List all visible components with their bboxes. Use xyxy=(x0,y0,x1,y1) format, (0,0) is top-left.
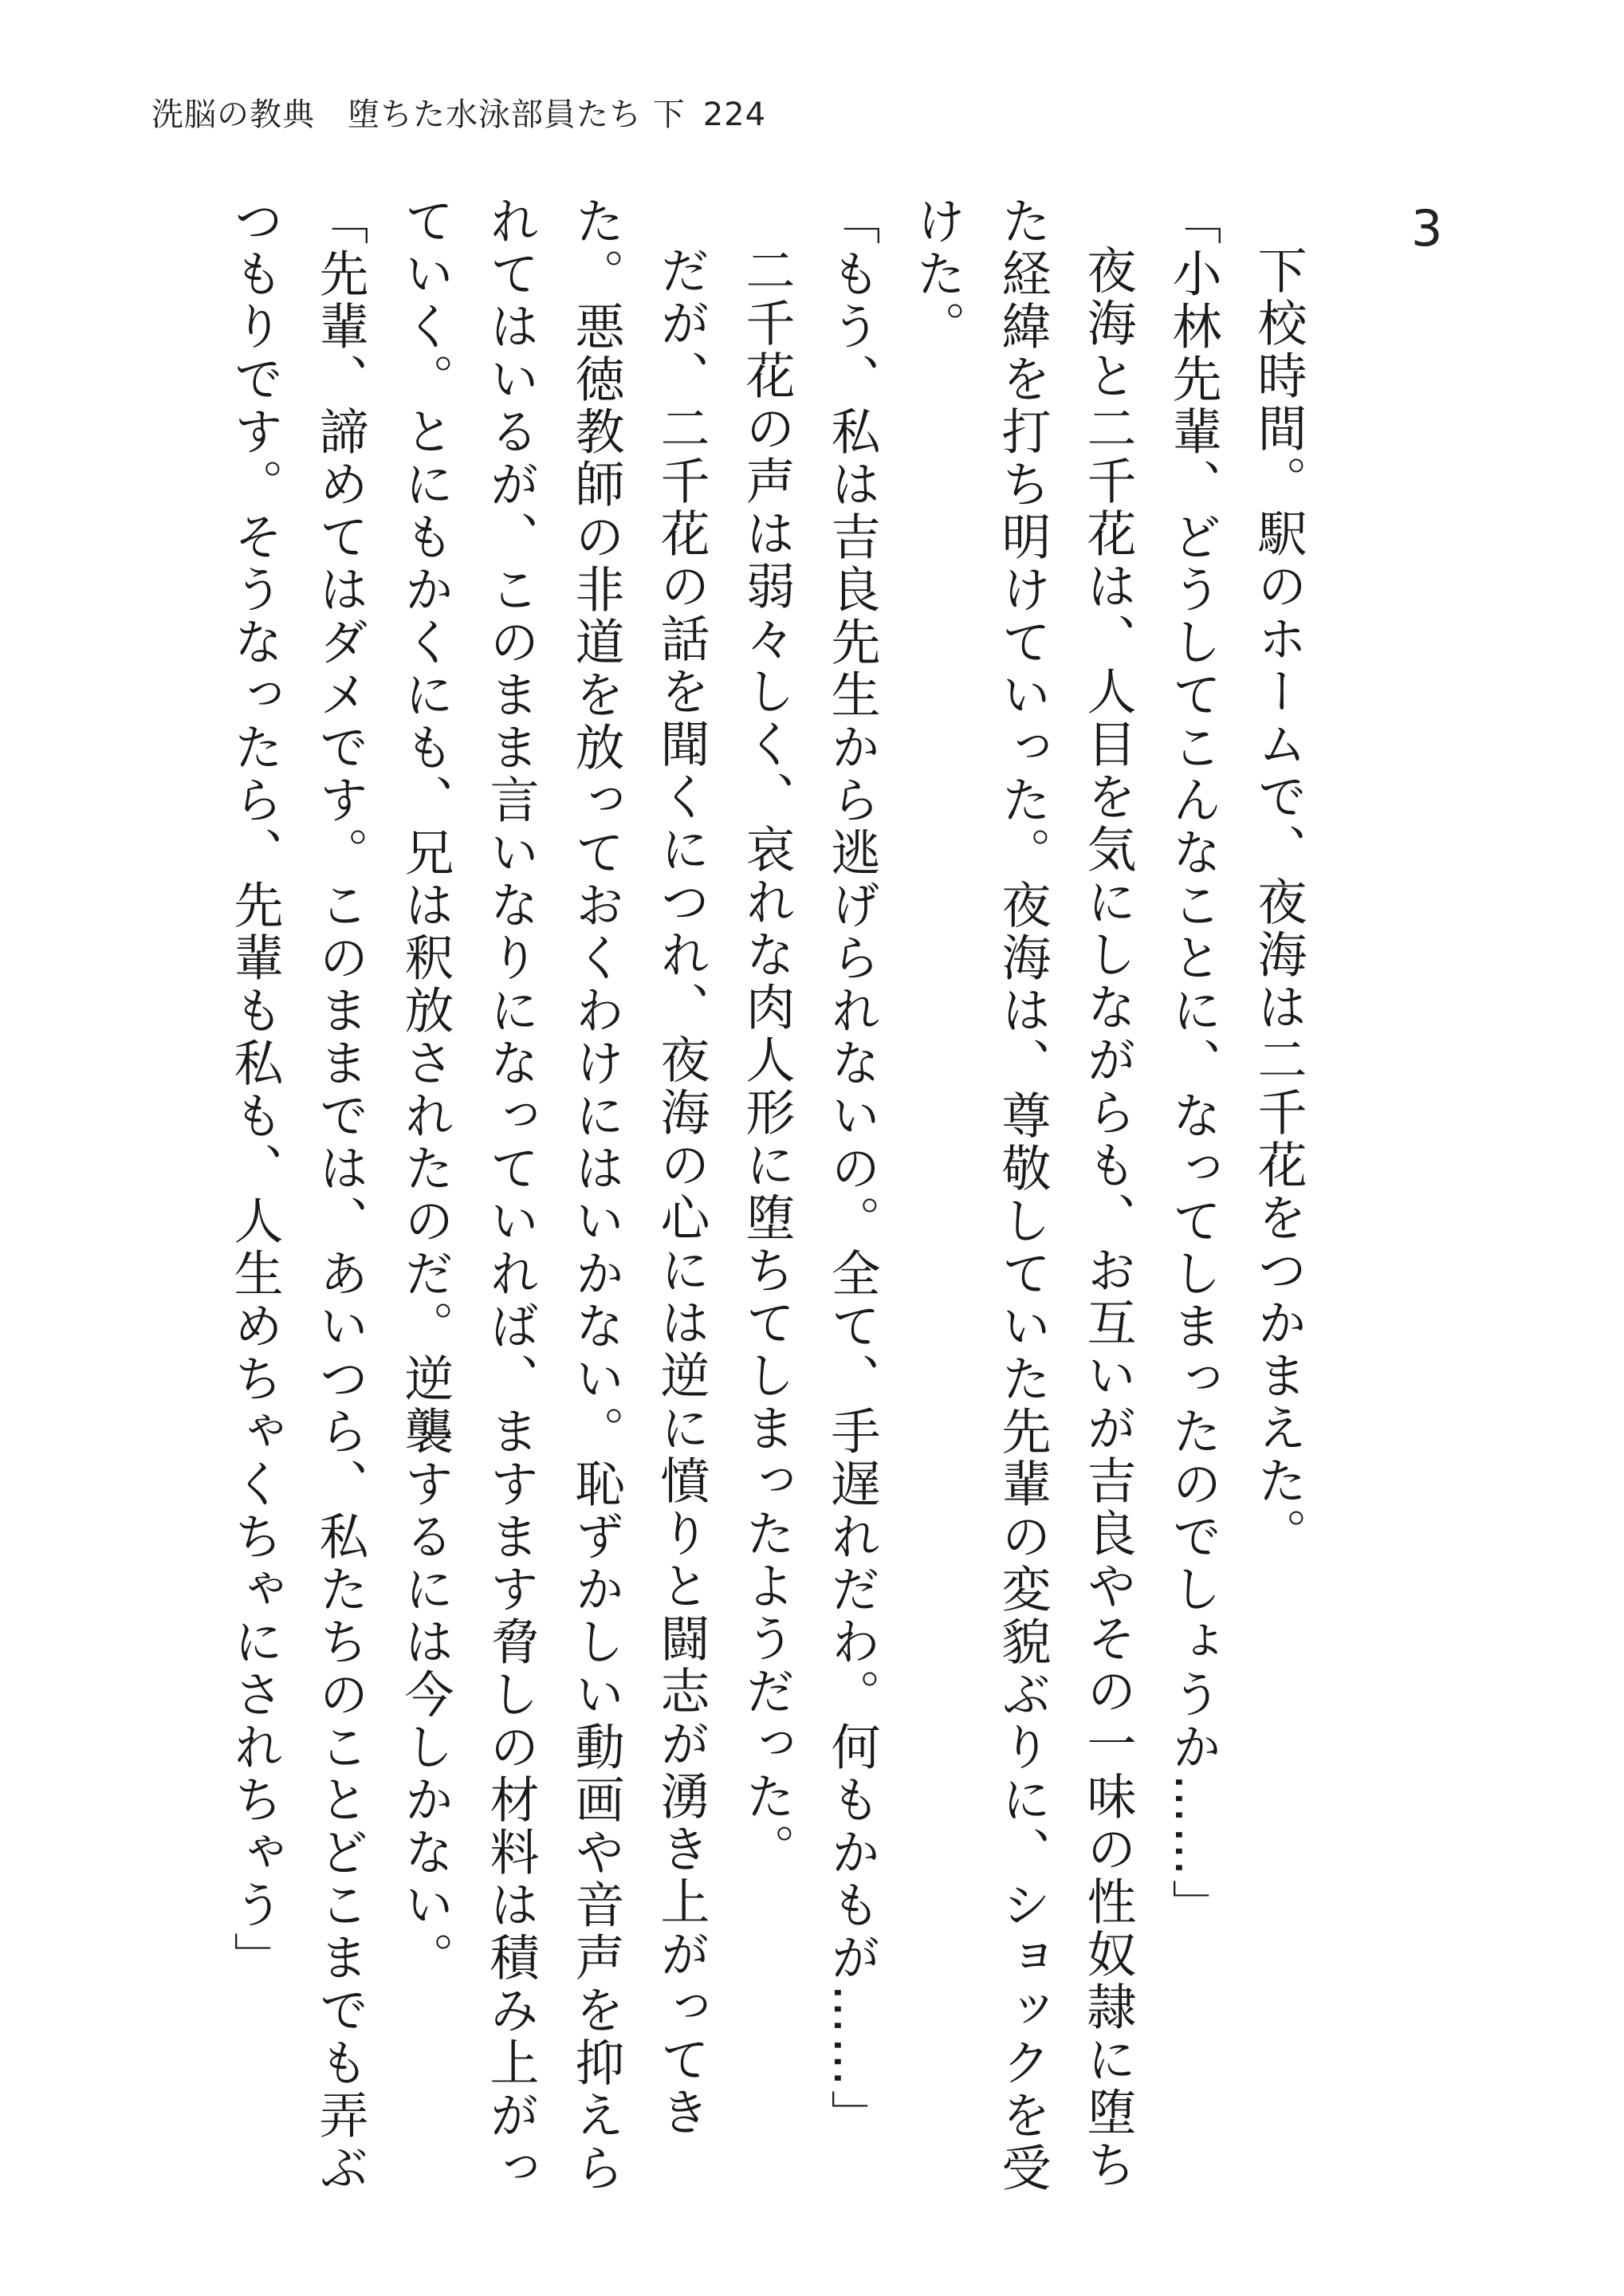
paragraph: 夜海と二千花は、人目を気にしながらも、お互いが吉良やその一味の性奴隷に堕ちた経緯を打ち明けていった。夜海は、尊敬していた先輩の変貌ぶりに、ショックを受けた。 xyxy=(908,195,1137,2195)
dialogue-paragraph: 「先輩、諦めてはダメです。このままでは、あいつら、私たちのことどこまでも弄ぶつもりです。そうなったら、先輩も私も、人生めちゃくちゃにされちゃう」 xyxy=(226,195,369,2195)
running-header xyxy=(151,89,766,135)
paragraph: 下校時間。駅のホームで、夜海は二千花をつかまえた。 xyxy=(1249,245,1307,1560)
dialogue-paragraph: 「もう、私は吉良先生から逃げられないの。全て、手遅れだわ。何もかもが……」 xyxy=(823,195,881,2142)
dialogue-paragraph: 「小林先輩、どうしてこんなことに、なってしまったのでしょうか……」 xyxy=(1164,195,1222,1932)
page-number: 224 xyxy=(702,96,767,133)
paragraph: 二千花の声は弱々しく、哀れな肉人形に堕ちてしまったようだった。 xyxy=(737,245,796,1876)
paragraph: だが、二千花の話を聞くにつれ、夜海の心には逆に憤りと闘志が湧き上がってきた。悪徳教師の非道を放っておくわけにはいかない。恥ずかしい動画や音声を抑えられてはいるが、このまま言いなりになっていれば、ますます脅しの材料は積み上がっていく。とにもかくにも、兄は釈放されたのだ。逆襲するには今しかない。 xyxy=(396,195,710,2195)
book-title: 洗脳の教典 堕ちた水泳部員たち 下 xyxy=(151,96,686,133)
body-text xyxy=(101,195,1321,2236)
chapter-number: 3 xyxy=(1411,199,1443,258)
